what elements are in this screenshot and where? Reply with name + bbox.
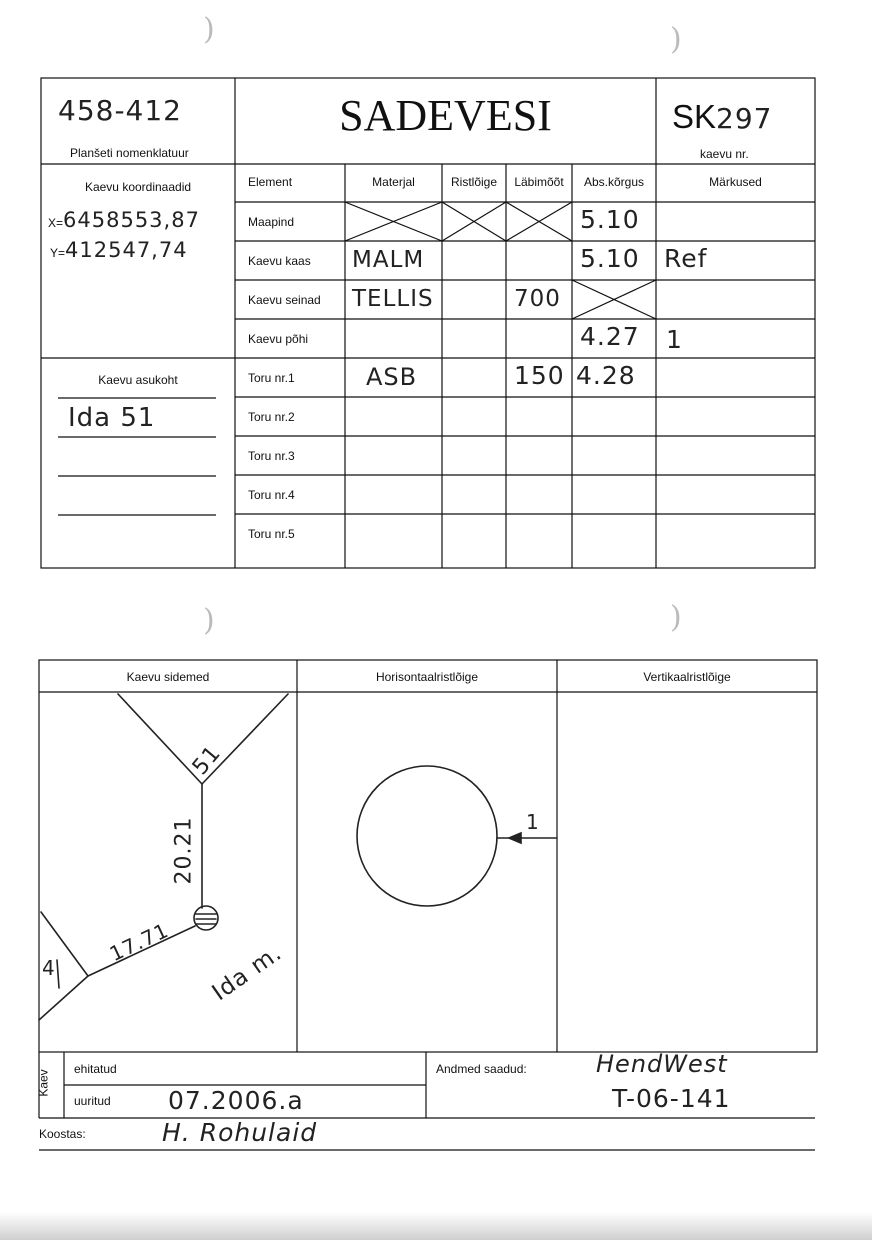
cell-pohi-markused: 1 (666, 325, 683, 354)
table-row-element: Maapind (248, 215, 295, 229)
data-code: T-06-141 (612, 1084, 731, 1113)
cell-pohi-abs: 4.27 (580, 322, 640, 351)
cell-toru1-materjal: ASB (366, 363, 418, 391)
table-row-element: Toru nr.1 (248, 371, 295, 385)
coords-label: Kaevu koordinaadid (84, 180, 192, 194)
location-label: Kaevu asukoht (98, 373, 178, 387)
col-header-materjal: Materjal (372, 175, 415, 189)
table-row-element: Kaevu seinad (248, 293, 321, 307)
table-row-element: Kaevu kaas (248, 254, 311, 268)
col-header-labimoot: Läbimõõt (514, 175, 564, 189)
built-label: ehitatud (74, 1062, 117, 1076)
table-row-element: Kaevu põhi (248, 332, 309, 346)
punch-mark: ) (203, 603, 215, 638)
scan-edge (0, 1212, 872, 1240)
col-header-ristloige: Ristlõige (450, 175, 498, 189)
well-label: kaevu nr. (700, 147, 749, 161)
header-kaevu-sidemed: Kaevu sidemed (126, 670, 210, 684)
data-label: Andmed saadud: (436, 1062, 527, 1076)
well-number: 297 (716, 102, 773, 135)
plan-label: Planšeti nomenklatuur (70, 146, 189, 160)
well-prefix: SK (672, 98, 717, 135)
header-vertikaal: Vertikaalristlõige (643, 670, 731, 684)
x-label: X= (48, 216, 64, 230)
plan-number: 458-412 (58, 94, 182, 127)
x-coordinate (48, 208, 200, 232)
table-row-element: Toru nr.2 (248, 410, 295, 424)
well-id (672, 98, 772, 136)
col-header-abs: Abs.kõrgus (583, 175, 645, 189)
y-coordinate (50, 238, 188, 262)
table-row-element: Toru nr.5 (248, 527, 295, 541)
y-label: Y= (50, 246, 66, 260)
sketch-arrow-label: 1 (526, 810, 540, 834)
cell-maapind-abs: 5.10 (580, 205, 640, 234)
sketch-left-mark: 4 (42, 956, 56, 980)
cell-toru1-labimoot: 150 (514, 361, 565, 390)
cell-seinad-materjal: TELLIS (352, 286, 434, 312)
punch-mark: ) (203, 12, 215, 47)
surveyed-label: uuritud (74, 1094, 111, 1108)
cell-kaas-materjal: MALM (352, 247, 425, 273)
cell-seinad-labimoot: 700 (514, 286, 561, 312)
cell-toru1-abs: 4.28 (576, 361, 636, 390)
sketch-distance-1: 20.21 (171, 816, 197, 885)
y-value: 412547,74 (65, 238, 188, 262)
cell-kaas-markused: Ref (664, 244, 708, 273)
col-header-element: Element (248, 175, 293, 189)
surveyed-value: 07.2006.a (168, 1086, 304, 1115)
table-row-element: Toru nr.3 (248, 449, 295, 463)
punch-mark: ) (670, 22, 682, 57)
sketch-distance-2: 17.71 (105, 917, 173, 967)
sketch-street-label: Ida m. (207, 939, 287, 1007)
compiled-value: H. Rohulaid (162, 1118, 318, 1147)
location-value: Ida 51 (68, 403, 156, 433)
sketch-label-51: 51 (187, 740, 227, 781)
cell-kaas-abs: 5.10 (580, 244, 640, 273)
x-value: 6458553,87 (63, 208, 200, 232)
compiled-label: Koostas: (39, 1127, 86, 1141)
kaev-label: Kaev (36, 1069, 51, 1097)
page-title: SADEVESI (339, 91, 552, 140)
data-source: HendWest (596, 1050, 728, 1078)
header-horisontaal: Horisontaalristlõige (375, 670, 479, 684)
col-header-markused: Märkused (709, 175, 762, 189)
punch-mark: ) (670, 600, 682, 635)
table-row-element: Toru nr.4 (248, 488, 295, 502)
